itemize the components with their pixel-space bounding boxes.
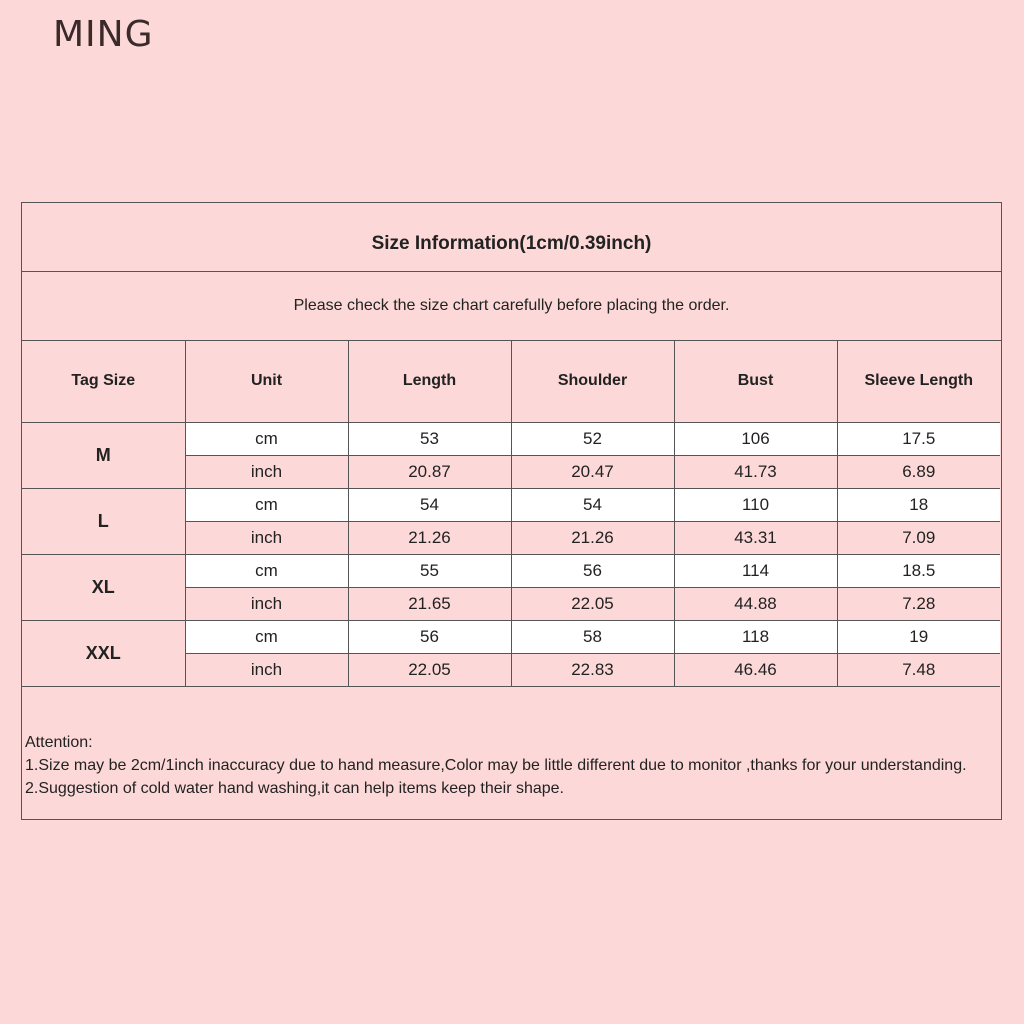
shoulder-cell: 56 <box>511 555 674 588</box>
header-bust: Bust <box>674 340 837 423</box>
size-table <box>22 340 1000 687</box>
sleeve-cell: 19 <box>837 621 1000 654</box>
bust-cell: 106 <box>674 423 837 456</box>
table-row <box>22 621 1000 654</box>
bust-cell: 43.31 <box>674 522 837 555</box>
bust-cell: 114 <box>674 555 837 588</box>
sleeve-cell: 18.5 <box>837 555 1000 588</box>
table-row <box>22 555 1000 588</box>
header-length: Length <box>348 340 511 423</box>
unit-cell: cm <box>185 621 348 654</box>
length-cell: 20.87 <box>348 456 511 489</box>
length-cell: 53 <box>348 423 511 456</box>
bust-cell: 118 <box>674 621 837 654</box>
length-cell: 55 <box>348 555 511 588</box>
unit-cell: inch <box>185 654 348 687</box>
tag-size-cell: XXL <box>22 621 185 687</box>
shoulder-cell: 52 <box>511 423 674 456</box>
unit-cell: inch <box>185 456 348 489</box>
tag-size-cell: L <box>22 489 185 555</box>
bust-cell: 110 <box>674 489 837 522</box>
header-sleeve-length: Sleeve Length <box>837 340 1000 423</box>
brand-logo: MING <box>53 14 154 55</box>
length-cell: 22.05 <box>348 654 511 687</box>
shoulder-cell: 22.83 <box>511 654 674 687</box>
header-unit: Unit <box>185 340 348 423</box>
unit-cell: inch <box>185 522 348 555</box>
sleeve-cell: 7.09 <box>837 522 1000 555</box>
bust-cell: 44.88 <box>674 588 837 621</box>
sleeve-cell: 17.5 <box>837 423 1000 456</box>
sleeve-cell: 6.89 <box>837 456 1000 489</box>
shoulder-cell: 22.05 <box>511 588 674 621</box>
bust-cell: 46.46 <box>674 654 837 687</box>
shoulder-cell: 20.47 <box>511 456 674 489</box>
unit-cell: cm <box>185 555 348 588</box>
header-tag-size: Tag Size <box>22 340 185 423</box>
header-shoulder: Shoulder <box>511 340 674 423</box>
attention-line-2: 2.Suggestion of cold water hand washing,it can help items keep their shape. <box>25 780 564 797</box>
table-row <box>22 489 1000 522</box>
length-cell: 21.65 <box>348 588 511 621</box>
size-chart <box>21 202 1002 820</box>
size-chart-note: Please check the size chart carefully before placing the order. <box>22 272 1001 341</box>
length-cell: 54 <box>348 489 511 522</box>
shoulder-cell: 54 <box>511 489 674 522</box>
size-chart-title: Size Information(1cm/0.39inch) <box>22 203 1001 272</box>
sleeve-cell: 7.28 <box>837 588 1000 621</box>
length-cell: 56 <box>348 621 511 654</box>
unit-cell: cm <box>185 423 348 456</box>
attention-heading: Attention: <box>25 734 93 751</box>
sleeve-cell: 7.48 <box>837 654 1000 687</box>
shoulder-cell: 21.26 <box>511 522 674 555</box>
unit-cell: cm <box>185 489 348 522</box>
length-cell: 21.26 <box>348 522 511 555</box>
attention-line-1: 1.Size may be 2cm/1inch inaccuracy due to hand measure,Color may be little different due to monitor ,thanks for your understanding. <box>25 757 967 774</box>
sleeve-cell: 18 <box>837 489 1000 522</box>
bust-cell: 41.73 <box>674 456 837 489</box>
table-row <box>22 423 1000 456</box>
tag-size-cell: XL <box>22 555 185 621</box>
table-header-row <box>22 340 1000 423</box>
attention-notes <box>25 731 985 800</box>
unit-cell: inch <box>185 588 348 621</box>
tag-size-cell: M <box>22 423 185 489</box>
shoulder-cell: 58 <box>511 621 674 654</box>
